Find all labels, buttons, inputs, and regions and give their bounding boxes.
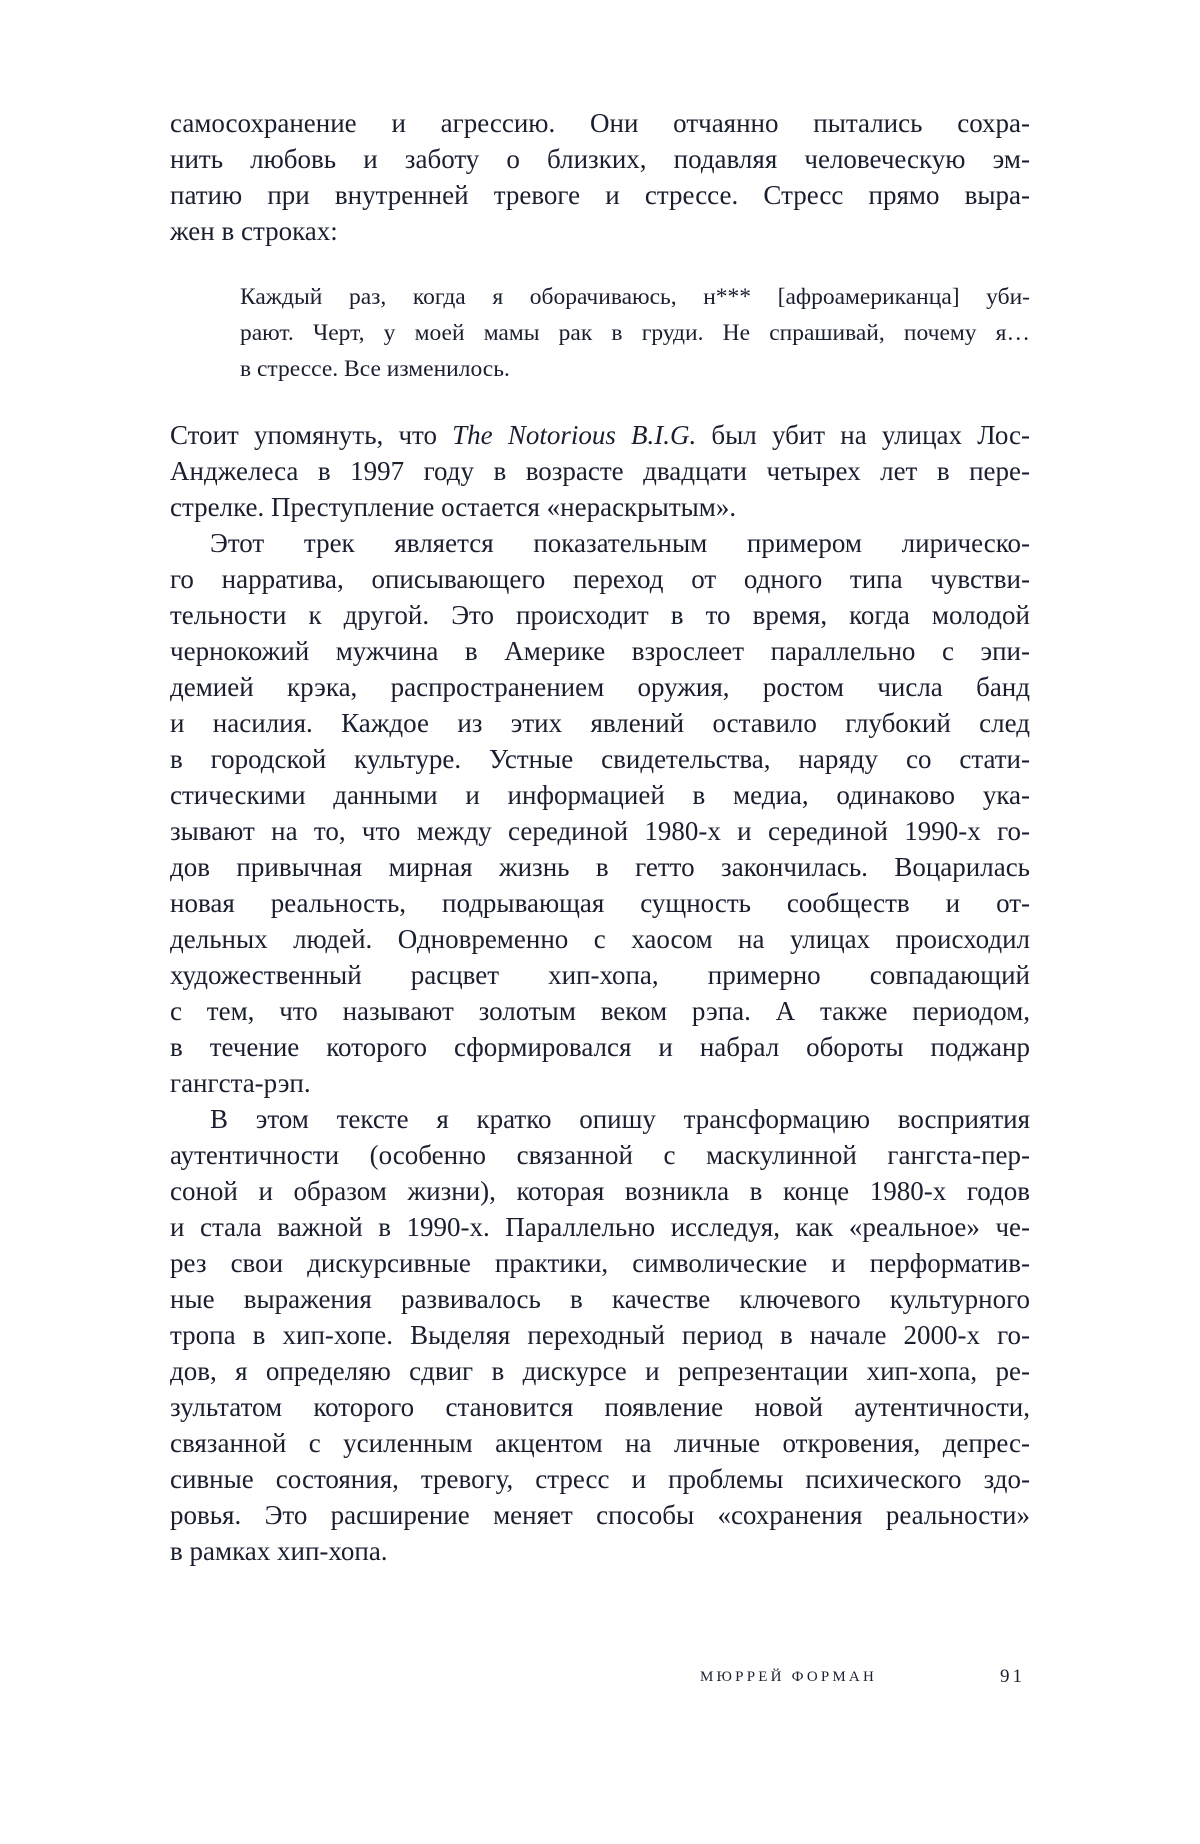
text-line: в течение которого сформировался и набрал обороты поджанр — [170, 1032, 1030, 1062]
text-line: художественный расцвет хип-хопа, примерно совпадающий — [170, 960, 1030, 990]
quote-line: рают. Черт, у моей мамы рак в груди. Не спрашивай, почему я… — [240, 320, 1030, 346]
text-line: в рамках хип-хопа. — [170, 1536, 388, 1566]
page-number: 91 — [1000, 1666, 1025, 1687]
paragraph-1 — [170, 105, 1030, 249]
band-name-italic: The Notorious B.I.G. — [452, 420, 697, 450]
text-line: в городской культуре. Устные свидетельства, наряду со стати- — [170, 744, 1030, 774]
paragraph-3 — [170, 525, 1030, 1101]
text-line: связанной с усиленным акцентом на личные откровения, депрес- — [170, 1428, 1030, 1458]
text-line: дельных людей. Одновременно с хаосом на улицах происходил — [170, 924, 1030, 954]
text-line — [170, 417, 1030, 453]
text-line: и насилия. Каждое из этих явлений оставило глубокий след — [170, 708, 1030, 738]
quote-line: в стрессе. Все изменилось. — [240, 356, 510, 382]
block-quote — [240, 279, 1030, 387]
text-line: тропа в хип-хопе. Выделяя переходный период в начале 2000-х го- — [170, 1320, 1030, 1350]
text-line: патию при внутренней тревоге и стрессе. Стресс прямо выра- — [170, 180, 1030, 210]
text-line: с тем, что называют золотым веком рэпа. А также периодом, — [170, 996, 1030, 1026]
text-line: стическими данными и информацией в медиа, одинаково ука- — [170, 780, 1030, 810]
page-body — [170, 105, 1030, 1569]
text-line: аутентичности (особенно связанной с маскулинной гангста-пер- — [170, 1140, 1030, 1170]
text-line: дов привычная мирная жизнь в гетто закончилась. Воцарилась — [170, 852, 1030, 882]
paragraph-4 — [170, 1101, 1030, 1569]
text-line: соной и образом жизни), которая возникла в конце 1980-х годов — [170, 1176, 1030, 1206]
text-line: жен в строках: — [170, 216, 338, 246]
text-line: Анджелеса в 1997 году в возрасте двадцати четырех лет в пере- — [170, 456, 1030, 486]
text-line: нить любовь и заботу о близких, подавляя человеческую эм- — [170, 144, 1030, 174]
text-run: был убит на улицах Лос- — [696, 420, 1030, 450]
text-line: ровья. Это расширение меняет способы «сохранения реальности» — [170, 1500, 1030, 1530]
quote-line: Каждый раз, когда я оборачиваюсь, н*** [афроамериканца] уби- — [240, 284, 1030, 310]
text-line: рез свои дискурсивные практики, символические и перформатив- — [170, 1248, 1030, 1278]
text-line: демией крэка, распространением оружия, ростом числа банд — [170, 672, 1030, 702]
text-line: зультатом которого становится появление новой аутентичности, — [170, 1392, 1030, 1422]
text-line: Этот трек является показательным примером лирическо- — [210, 528, 1030, 558]
running-footer — [700, 1666, 1030, 1687]
running-head-author: МЮРРЕЙ ФОРМАН — [700, 1669, 877, 1685]
text-line: ные выражения развивалось в качестве ключевого культурного — [170, 1284, 1030, 1314]
text-line: самосохранение и агрессию. Они отчаянно пытались сохра- — [170, 108, 1030, 138]
text-line: сивные состояния, тревогу, стресс и проблемы психического здо- — [170, 1464, 1030, 1494]
text-line: и стала важной в 1990-х. Параллельно исследуя, как «реальное» че- — [170, 1212, 1030, 1242]
text-line: тельности к другой. Это происходит в то время, когда молодой — [170, 600, 1030, 630]
text-line: чернокожий мужчина в Америке взрослеет параллельно с эпи- — [170, 636, 1030, 666]
text-line: дов, я определяю сдвиг в дискурсе и репрезентации хип-хопа, ре- — [170, 1356, 1030, 1386]
text-line: зывают на то, что между серединой 1980-х и серединой 1990-х го- — [170, 816, 1030, 846]
text-line: В этом тексте я кратко опишу трансформацию восприятия — [210, 1104, 1030, 1134]
text-run: Стоит упомянуть, что — [170, 420, 453, 450]
paragraph-2 — [170, 417, 1030, 525]
text-line: го нарратива, описывающего переход от одного типа чувстви- — [170, 564, 1030, 594]
text-line: стрелке. Преступление остается «нераскрытым». — [170, 492, 737, 522]
text-line: новая реальность, подрывающая сущность сообществ и от- — [170, 888, 1030, 918]
text-line: гангста-рэп. — [170, 1068, 311, 1098]
